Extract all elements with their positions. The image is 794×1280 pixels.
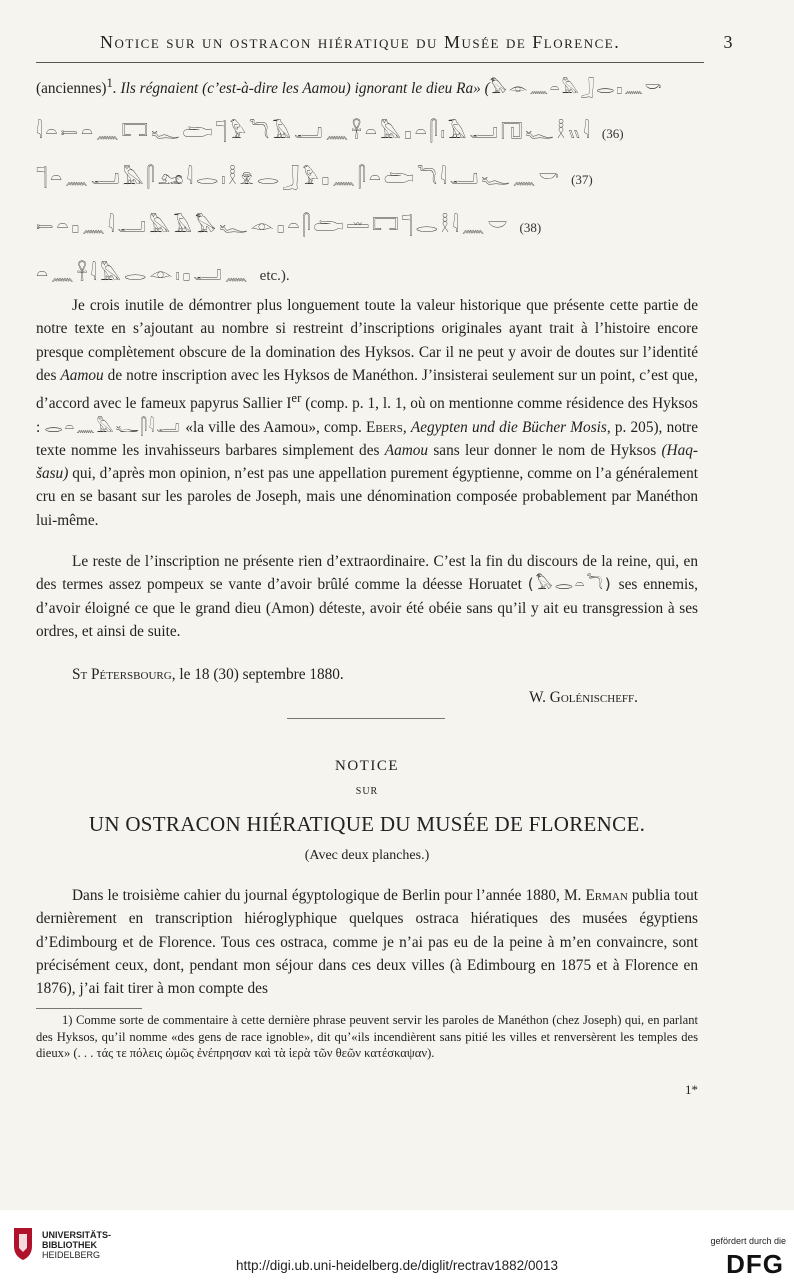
text-run: er bbox=[291, 391, 302, 406]
source-url[interactable]: http://digi.ub.uni-heidelberg.de/diglit/rectrav1882/0013 bbox=[236, 1258, 558, 1273]
dateline bbox=[36, 663, 698, 686]
text-run: sans leur donner le nom de Hyksos bbox=[428, 441, 662, 459]
hieroglyph-line-2 bbox=[36, 160, 698, 190]
text-run: Aamou bbox=[60, 366, 104, 384]
hieroglyphs: 𓇋𓏏𓍿𓏏𓈖𓉐𓆑𓂧𓊹𓅱𓆓𓄿𓂝𓈖𓋹𓏏𓅓𓊪𓏏𓋴𓏤𓄿𓂝𓉔𓆑𓎛𓏭𓇋 bbox=[36, 121, 593, 143]
hieroglyphs: 𓏏𓈖𓋹𓇋𓅓𓂋𓁹𓏤𓊪𓂝𓈖 bbox=[36, 263, 251, 285]
text-run: Dans le troisième cahier du journal égyptologique de Berlin pour l’année 1880, M. bbox=[72, 887, 586, 904]
hieroglyph-line-4 bbox=[36, 256, 698, 286]
article-note: (Avec deux planches.) bbox=[304, 848, 430, 863]
hieroglyph-line-3 bbox=[36, 208, 698, 238]
text-run: «la ville des Aamou», comp. bbox=[181, 418, 366, 436]
article-body bbox=[36, 884, 698, 1000]
text-run: ses ennemis, d’avoir éloigné ce que le grand dieu (Amon) déteste, avoir été obéie sans qu’il y ait eu transgression à ses ordres, et ainsi de suite. bbox=[36, 576, 698, 640]
text-run: , p. 205), notre texte nomme les invahisseurs barbares simplement des bbox=[36, 418, 698, 459]
signature-mark: 1* bbox=[685, 1082, 698, 1097]
text-run: qui, d’après mon opinion, n’est pas une appellation purement égyptienne, comme on l’a généralement cru en se basant sur les paroles de Joseph, mais une dénomination composée probablement par Manéthon lui-même. bbox=[36, 465, 698, 529]
author-name: Erman bbox=[585, 887, 628, 904]
text-run: , le 18 (30) septembre 1880. bbox=[171, 666, 344, 683]
line-marker: (37) bbox=[571, 172, 593, 187]
opening-lead: (anciennes) bbox=[36, 80, 107, 98]
header-rule bbox=[36, 62, 704, 63]
text-run: Le reste de l’inscription ne présente rien d’extraordinaire. C’est la fin du discours de la reine, qui, en des termes assez pompeux se vante d’avoir brûlé comme la déesse Horuatet bbox=[36, 553, 698, 594]
hieroglyph-group: 𓅃𓁹𓈖𓏏𓅓𓃀𓂋𓊪𓈖𓎡 bbox=[489, 79, 664, 98]
text-run: (Haq-šasu) bbox=[36, 441, 698, 483]
footnote-ref: 1 bbox=[106, 76, 113, 90]
text-run: publia tout dernièrement en transcription hiéroglyphique quelques ostraca hiératiques des musées égyptiens d’Edimbourg et de Florence. Tous ces ostraca, comme je n’ai pas eu de la peine à m’en convaincre, sont précisément ceux, dont, pendant mon séjour dans ces deux villes (à Edimbourg en 1875 et à Florence en 1876), j’ai fait tirer à mon compte des bbox=[36, 887, 698, 998]
line-marker: (36) bbox=[601, 126, 624, 141]
library-line: HEIDELBERG bbox=[42, 1250, 101, 1260]
place-name: St Pétersbourg bbox=[72, 666, 172, 683]
book-title: Aegypten und die Bücher Mosis bbox=[410, 418, 607, 436]
library-logo-text bbox=[42, 1230, 111, 1260]
etc-text: etc.). bbox=[259, 268, 290, 284]
article-heading: NOTICE bbox=[335, 758, 399, 774]
funding-caption: gefördert durch die bbox=[710, 1236, 786, 1246]
hieroglyph-line-1 bbox=[36, 114, 698, 144]
hieroglyph-group: (𓅃𓂋𓏏𓆓) bbox=[527, 575, 613, 594]
article-title: UN OSTRACON HIÉRATIQUE DU MUSÉE DE FLORENCE. bbox=[88, 812, 646, 836]
footnote bbox=[36, 1012, 698, 1062]
hieroglyphs: 𓊹𓏏𓈖𓂝𓅓𓋴𓃭𓇋𓂋𓏤𓎛𓁷𓂋𓃀𓅱𓊪𓈖𓋴𓏏𓂧𓆓𓇋𓂝𓆑𓈖𓎡 bbox=[36, 167, 563, 189]
text-run: Aamou bbox=[384, 441, 429, 459]
author-name: Ebers bbox=[365, 418, 403, 436]
text-run: (comp. p. 1, l. 1, où on mentionne comme résidence des Hyksos : bbox=[36, 395, 699, 436]
opening-line bbox=[36, 72, 698, 100]
paragraph-reste bbox=[36, 550, 698, 643]
footnote-rule bbox=[36, 1008, 142, 1009]
text-run: de notre inscription avec les Hyksos de Manéthon. J’insisterai seulement sur un point, c’est que, d’accord avec le fameux papyrus Sallier I bbox=[36, 366, 698, 413]
hieroglyph-group: 𓂋𓏏𓈖𓅓𓆑𓋴𓇋𓂝 bbox=[44, 417, 182, 436]
article-sub: SUR bbox=[355, 786, 379, 797]
running-title: Notice sur un ostracon hiératique du Musée de Florence. bbox=[100, 32, 621, 52]
footnote-text: 1) Comme sorte de commentaire à cette dernière phrase peuvent servir les paroles de Manéthon (chez Joseph) qui, en parlant des Hyksos, qu’il nomme «des gens de race ignoble», dit qu’«ils incendièrent sans pitié les villes et renversèrent les temples des dieux» (. . . τάς τε πόλεις ὠμῶς ἐνέπρησαν καὶ τὰ ἱερὰ τῶν θεῶν κατέσκαψαν). bbox=[36, 1013, 698, 1060]
signature bbox=[36, 686, 698, 709]
running-header bbox=[60, 32, 734, 56]
author-signature: W. Golénischeff. bbox=[529, 689, 638, 706]
section-divider bbox=[287, 718, 445, 719]
library-line: BIBLIOTHEK bbox=[42, 1240, 97, 1250]
university-seal-icon bbox=[10, 1226, 36, 1262]
page-number: 3 bbox=[723, 32, 734, 52]
hieroglyphs: 𓍿𓏏𓊪𓈖𓇋𓂝𓅓𓄿𓅃𓆑𓁹𓊪𓏏𓋴𓂧𓏛𓉐𓊹𓂋𓎛𓇋𓈖𓎟 bbox=[36, 215, 511, 237]
paragraph-hyksos: Je crois inutile de démontrer plus longuement toute la valeur historique que présente cette partie de notre texte en s’ajoutant au nombre si restreint d’inscriptions originales ayant trait à l’histoire encore presque complètement obscure de la domination des Hyksos. Car il ne peut y avoir de doutes sur l’identité des Aamou de notre inscription avec les Hyksos de Manéthon. J’insisterai seulement sur un point, c’est que, d’accord avec le fameux papyrus Sallier Ier (comp. p. 1, l. 1, où on mentionne comme résidence des Hyksos : 𓂋𓏏𓈖𓅓𓆑𓋴𓇋𓂝 «la ville des Aamou», comp. Ebers, Aegypten und die Bücher Mosis, p. 205), notre texte nomme les invahisseurs barbares simplement des Aamou sans leur donner le nom de Hyksos (Haq-šasu) qui, d’après mon opinion, n’est pas une appellation purement égyptienne, comme on l’a généralement cru en se basant sur les paroles de Joseph, mais une dénomination composée probablement par Manéthon lui-même. bbox=[36, 297, 699, 529]
text-run: Je crois inutile de démontrer plus longuement toute la valeur historique que présente cette partie de notre texte en s’ajoutant au nombre si restreint d’inscriptions originales ayant trait à l’histoire encore presque complètement obscure de la domination des Hyksos. Car il ne peut y avoir de doutes sur l’identité des bbox=[36, 297, 698, 384]
library-line: UNIVERSITÄTS- bbox=[42, 1230, 112, 1240]
opening-quote: . Ils régnaient (c’est-à-dire les Aamou) ignorant le dieu Ra» ( bbox=[112, 80, 490, 98]
dfg-logo: DFG bbox=[726, 1249, 784, 1279]
line-marker: (38) bbox=[519, 220, 542, 235]
